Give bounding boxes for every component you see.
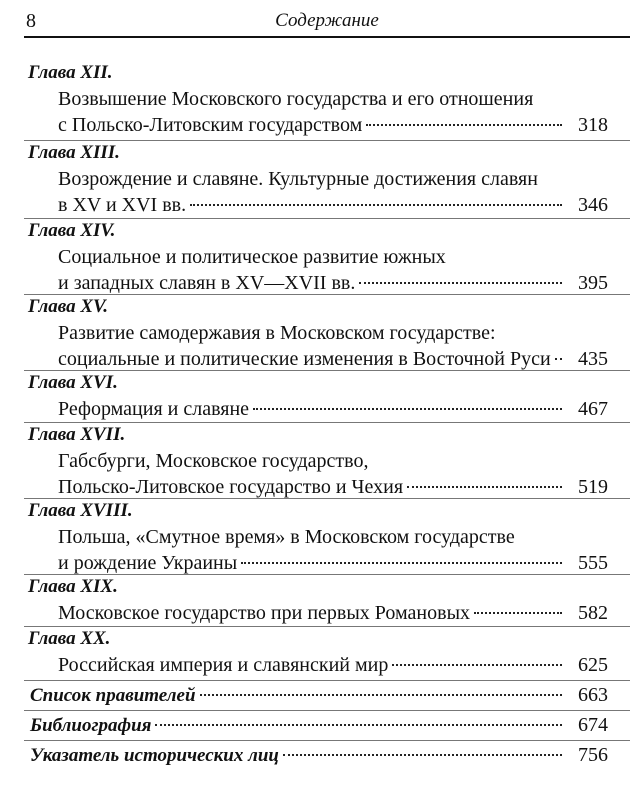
chapter-label: Глава XVIII. — [28, 500, 133, 521]
chapter-title-line: и западных славян в XV—XVII вв. 395 — [58, 272, 608, 294]
chapter-title-line: Польско-Литовское государство и Чехия 519 — [58, 476, 608, 498]
dot-leader — [190, 203, 562, 206]
page-ref: 519 — [578, 476, 608, 498]
divider — [24, 140, 630, 141]
divider — [24, 740, 630, 741]
chapter-label: Глава XIV. — [28, 220, 116, 241]
dot-leader — [253, 407, 562, 410]
dot-leader — [407, 485, 562, 488]
page-ref: 582 — [578, 602, 608, 624]
page-ref: 663 — [578, 684, 608, 706]
chapter-label: Глава XX. — [28, 628, 111, 649]
chapter-title-line: Польша, «Смутное время» в Московском государстве — [58, 526, 515, 548]
page-number: 8 — [26, 10, 36, 32]
chapter-title-line: Московское государство при первых Романовых 582 — [58, 602, 608, 624]
divider — [24, 218, 630, 219]
dot-leader — [241, 561, 562, 564]
page-ref: 346 — [578, 194, 608, 216]
dot-leader — [155, 723, 562, 726]
chapter-label: Глава XIX. — [28, 576, 118, 597]
chapter-title-line: Габсбурги, Московское государство, — [58, 450, 369, 472]
toc-appendix-entry[interactable]: Список правителей 663 — [30, 684, 608, 706]
chapter-title-line: социальные и политические изменения в Восточной Руси 435 — [58, 348, 608, 370]
divider — [24, 294, 630, 295]
dot-leader — [283, 753, 562, 756]
chapter-title-line: Развитие самодержавия в Московском государстве: — [58, 322, 496, 344]
chapter-label: Глава XIII. — [28, 142, 120, 163]
chapter-label: Глава XVII. — [28, 424, 126, 445]
chapter-label: Глава XVI. — [28, 372, 118, 393]
chapter-title-line: Возрождение и славяне. Культурные достижения славян — [58, 168, 538, 190]
chapter-title-line: с Польско-Литовским государством 318 — [58, 114, 608, 136]
divider — [24, 370, 630, 371]
chapter-title-line: Реформация и славяне 467 — [58, 398, 608, 420]
chapter-label: Глава XV. — [28, 296, 108, 317]
divider — [24, 626, 630, 627]
divider — [24, 680, 630, 681]
dot-leader — [555, 357, 562, 360]
page-ref: 625 — [578, 654, 608, 676]
chapter-title-line: Возвышение Московского государства и его отношения — [58, 88, 534, 110]
chapter-title-line: в XV и XVI вв. 346 — [58, 194, 608, 216]
toc-appendix-entry[interactable]: Библиография 674 — [30, 714, 608, 736]
page-ref: 674 — [578, 714, 608, 736]
chapter-label: Глава XII. — [28, 62, 113, 83]
chapter-title-line: Социальное и политическое развитие южных — [58, 246, 446, 268]
running-header — [24, 8, 630, 38]
dot-leader — [474, 611, 562, 614]
divider — [24, 422, 630, 423]
dot-leader — [366, 123, 562, 126]
dot-leader — [200, 693, 562, 696]
chapter-title-line: Российская империя и славянский мир 625 — [58, 654, 608, 676]
chapter-title-line: и рождение Украины 555 — [58, 552, 608, 574]
page-ref: 435 — [578, 348, 608, 370]
page-ref: 555 — [578, 552, 608, 574]
divider — [24, 574, 630, 575]
page-ref: 756 — [578, 744, 608, 766]
divider — [24, 710, 630, 711]
page-ref: 467 — [578, 398, 608, 420]
page-ref: 395 — [578, 272, 608, 294]
running-title: Содержание — [275, 10, 379, 31]
dot-leader — [392, 663, 562, 666]
divider — [24, 498, 630, 499]
page-ref: 318 — [578, 114, 608, 136]
toc-appendix-entry[interactable]: Указатель исторических лиц 756 — [30, 744, 608, 766]
dot-leader — [359, 281, 562, 284]
